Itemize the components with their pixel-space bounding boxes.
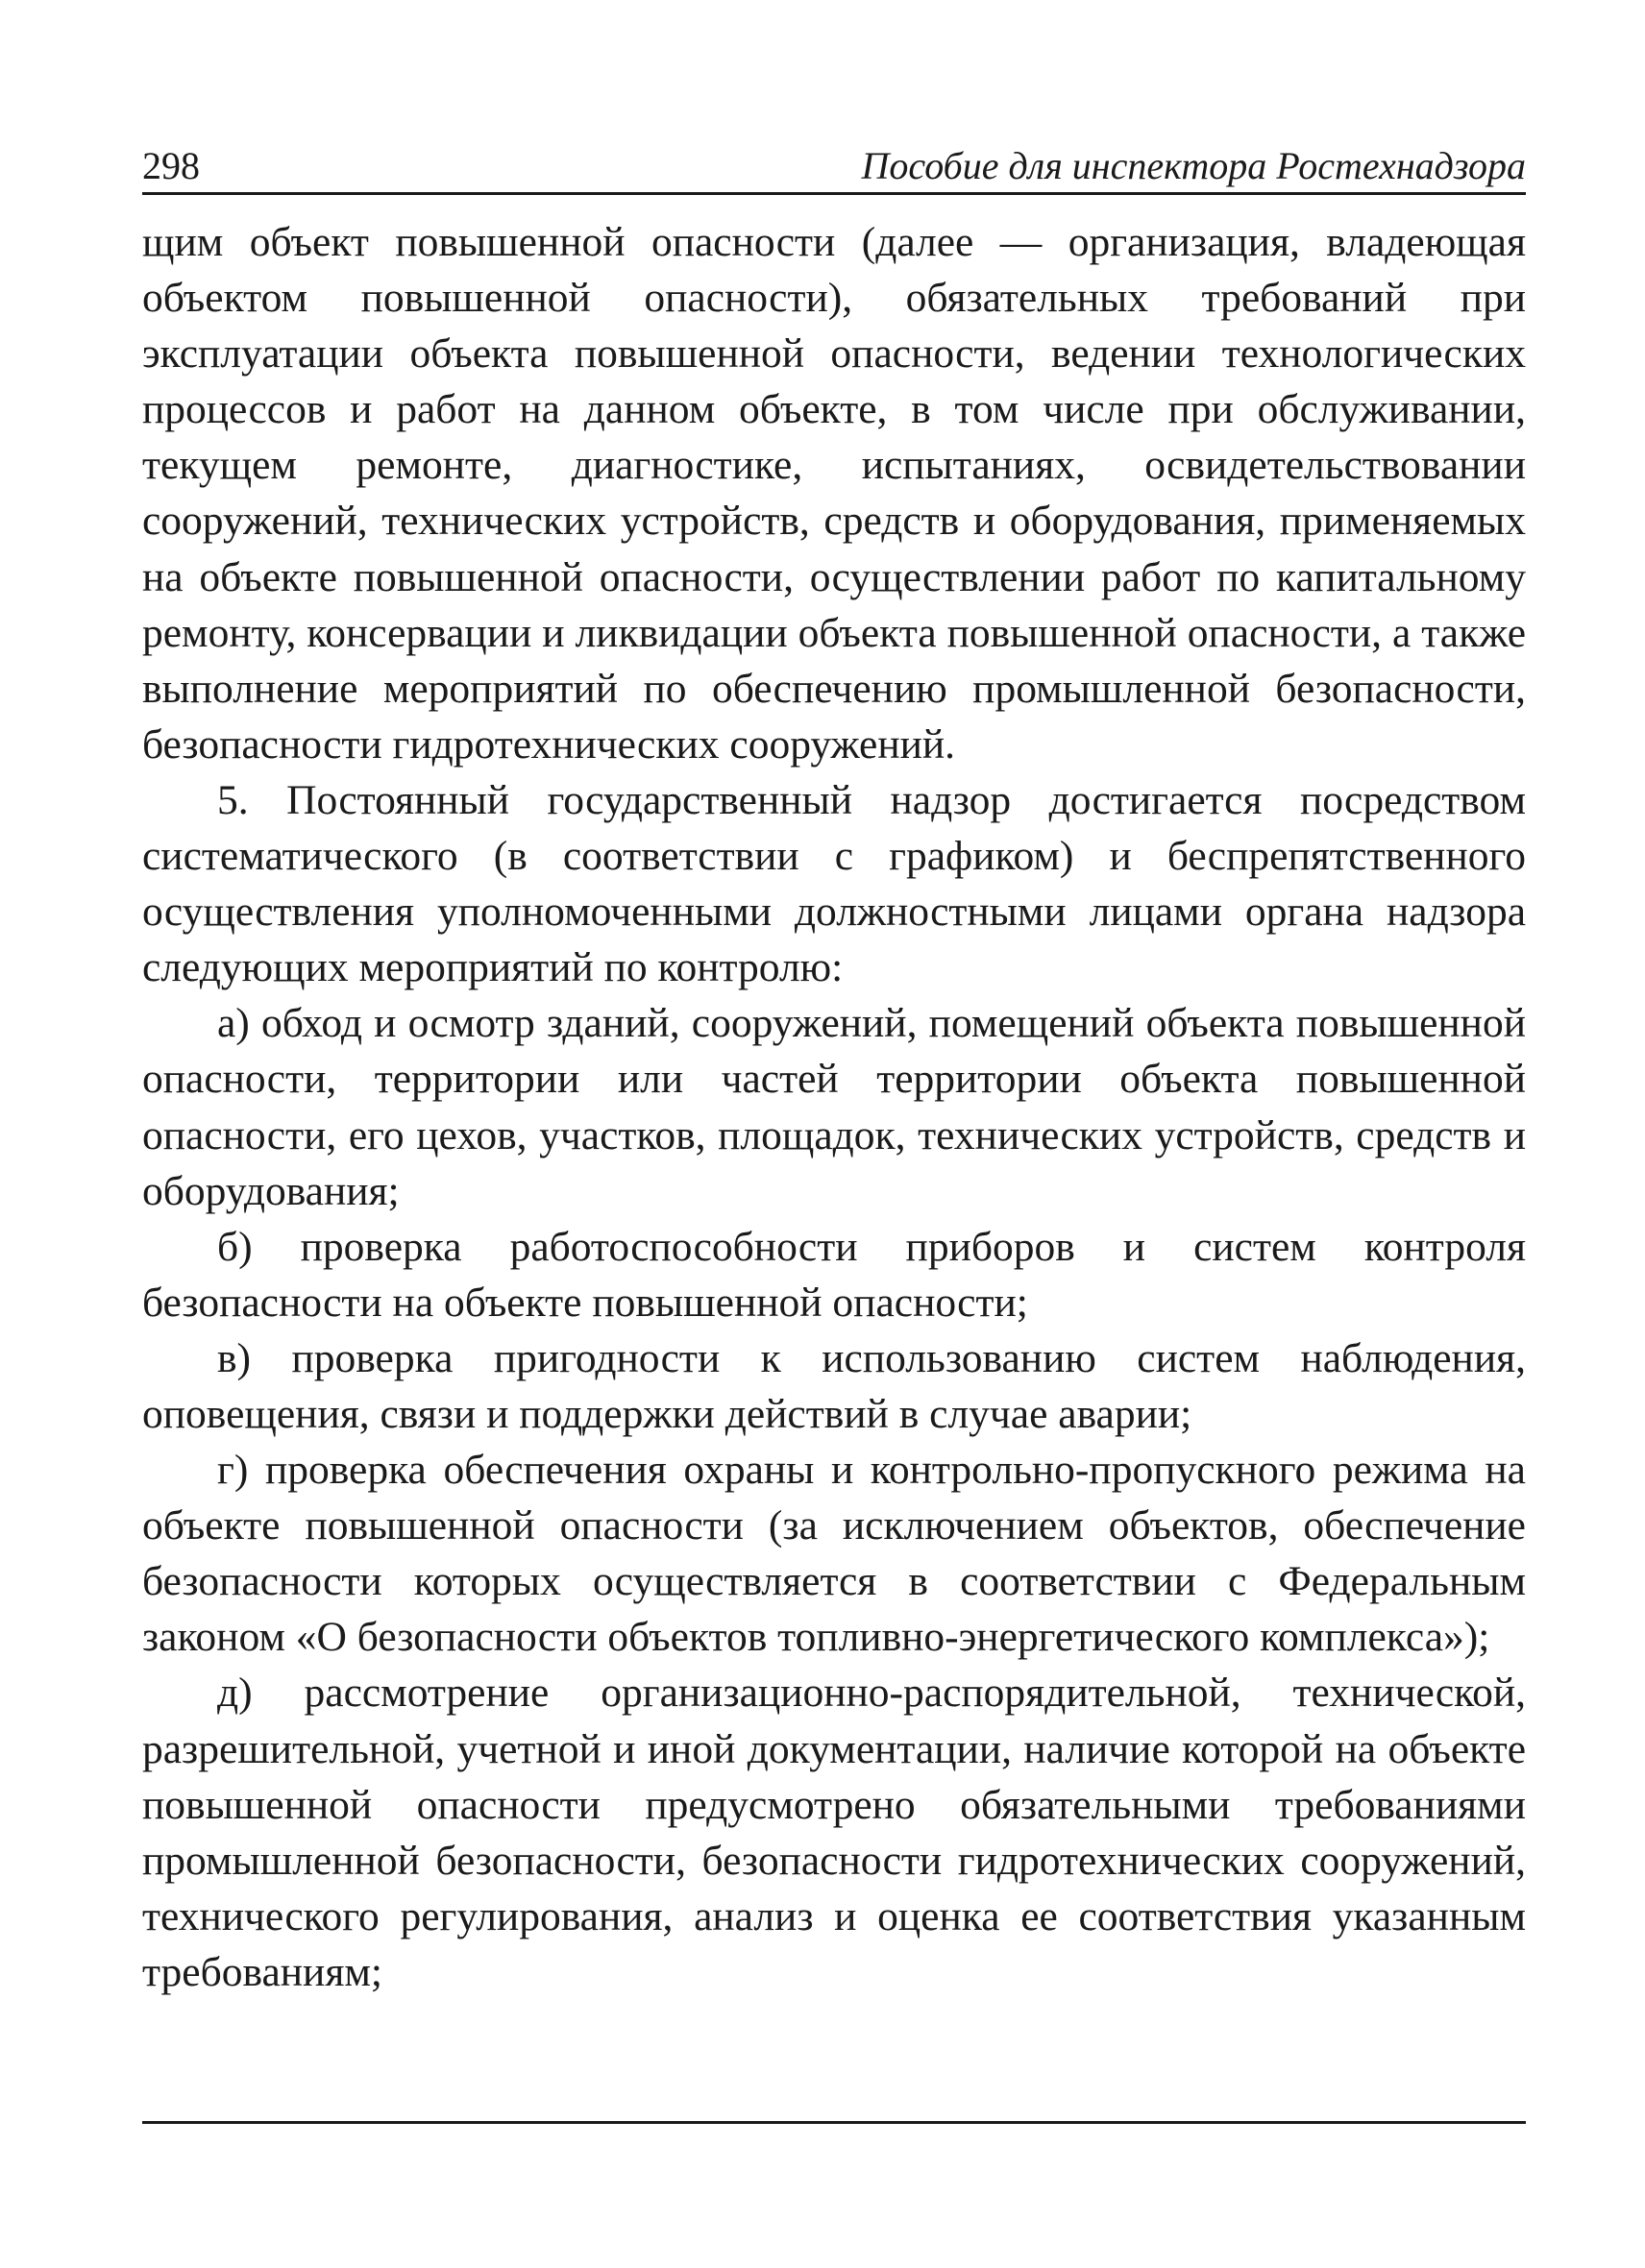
book-title: Пособие для инспектора Ростехнадзора (861, 144, 1526, 187)
footer-rule (142, 2121, 1526, 2124)
running-header (142, 134, 1526, 195)
paragraph-item-5: 5. Постоянный государственный надзор достигается посредством систематического (в соответствии с графиком) и беспрепятственного осуществления уполномоченными должностными лицами органа надзора следующих мероприятий по контролю: (142, 776, 1526, 991)
page-number: 298 (142, 144, 200, 187)
paragraph-subitem-v: в) проверка пригодности к использованию систем наблюдения, оповещения, связи и поддержки действий в случае аварии; (142, 1334, 1526, 1437)
paragraph-subitem-b: б) проверка работоспособности приборов и систем контроля безопасности на объекте повышенной опасности; (142, 1223, 1526, 1326)
body-text (142, 214, 1526, 2000)
book-page (142, 134, 1526, 2000)
paragraph-subitem-a: а) обход и осмотр зданий, сооружений, помещений объекта повышенной опасности, территории или частей территории объекта повышенной опасности, его цехов, участков, площадок, технических устройств, средств и оборудования; (142, 1000, 1526, 1214)
paragraph-subitem-d: д) рассмотрение организационно-распорядительной, технической, разрешительной, учетной и иной документации, наличие которой на объекте повышенной опасности предусмотрено обязательными требованиями промышленной безопасности, безопасности гидротехнических сооружений, технического регулирования, анализ и оценка ее соответствия указанным требованиям; (142, 1670, 1526, 1995)
paragraph-continuation: щим объект повышенной опасности (далее — организация, владеющая объектом повышенной опасности), обязательных требований при эксплуатации объекта повышенной опасности, ведении технологических процессов и работ на данном объекте, в том числе при обслуживании, текущем ремонте, диагностике, испытаниях, освидетельствовании сооружений, технических устройств, средств и оборудования, применяемых на объекте повышенной опасности, осуществлении работ по капитальному ремонту, консервации и ликвидации объекта повышенной опасности, а также выполнение мероприятий по обеспечению промышленной безопасности, безопасности гидротехнических сооружений. (142, 219, 1526, 768)
paragraph-subitem-g: г) проверка обеспечения охраны и контрольно-пропускного режима на объекте повышенной опасности (за исключением объектов, обеспечение безопасности которых осуществляется в соответствии с Федеральным законом «О безопасности объектов топливно-энергетического комплекса»); (142, 1447, 1526, 1661)
